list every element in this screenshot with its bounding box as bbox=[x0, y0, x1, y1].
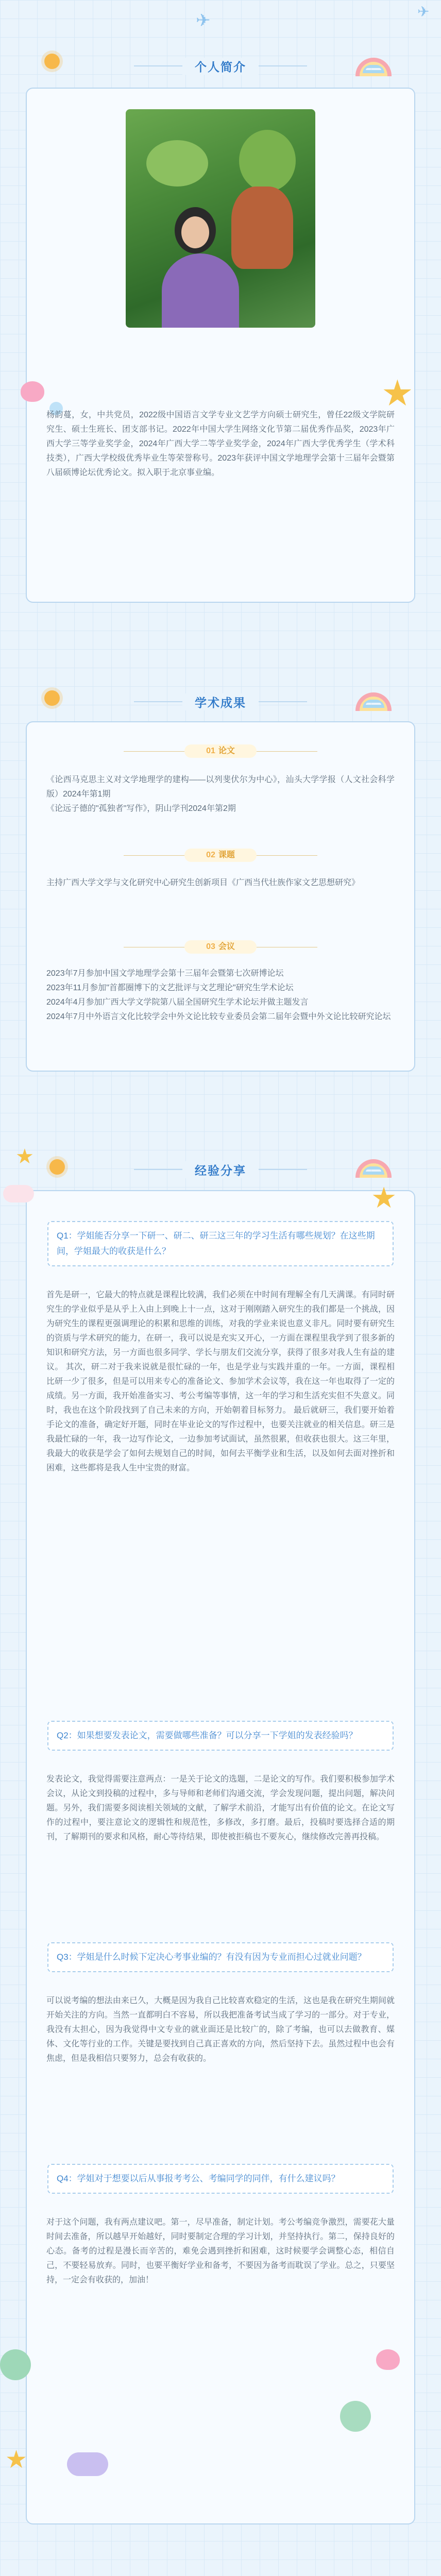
dinosaur-statue bbox=[231, 187, 293, 269]
bubble-icon bbox=[340, 2401, 371, 2432]
profile-photo bbox=[126, 109, 315, 328]
person-face bbox=[181, 216, 209, 248]
person-body bbox=[162, 253, 239, 328]
conferences-badge: 03 会议 bbox=[184, 940, 257, 954]
experience-title: 经验分享 bbox=[182, 1161, 259, 1178]
paper-plane-icon: ✈ bbox=[417, 4, 430, 20]
projects-badge: 02 课题 bbox=[184, 849, 257, 862]
heart-icon bbox=[21, 381, 44, 402]
achievements-title: 学术成果 bbox=[182, 693, 259, 710]
cloud-icon bbox=[3, 1185, 34, 1202]
cloud-icon bbox=[67, 2452, 108, 2476]
star-icon: ★ bbox=[371, 1181, 397, 1214]
star-icon: ★ bbox=[5, 2446, 28, 2473]
question-3: Q3：学姐是什么时候下定决心考事业编的？有没有因为专业而担心过就业问题？ bbox=[47, 1942, 394, 1972]
profile-text: 杨韵蔓，女，中共党员，2022级中国语言文学专业文艺学方向硕士研究生，曾任22级文学院研究生、硕士生班长、团支部书记。2022年中国大学生网络文化节第二届优秀作品奖，2023年广西大学三等学业奖学金，2024年广西大学二等学业奖学金，2024年广西大学优秀学生（学术科技类），广西大学校级优秀毕业生等荣誉称号。2023年获评中国文学地理学会第十三届年会暨第八届硕博论坛优秀论文。拟入职于北京事业编。 bbox=[46, 411, 395, 477]
projects-list: 主持广西大学文学与文化研究中心研究生创新项目《广西当代壮族作家文艺思想研究》 bbox=[46, 878, 360, 887]
question-1: Q1：学姐能否分享一下研一、研二、研三这三年的学习生活有哪些规划？在这些期间，学姐最大的收获是什么？ bbox=[47, 1221, 394, 1266]
star-icon: ★ bbox=[15, 1145, 34, 1168]
question-4: Q4：学姐对于想要以后从事报考考公、考编同学的同伴，有什么建议吗？ bbox=[47, 2164, 394, 2194]
experience-title-wrap bbox=[0, 1161, 441, 1178]
answer-4: 对于这个问题，我有两点建议吧。第一，尽早准备，制定计划。考公考编竞争激烈，需要花大量时间去准备，所以越早开始越好，同时要制定合理的学习计划，并坚持执行。第二，保持良好的心态。备考的过程是漫长而辛苦的，难免会遇到挫折和困难，这时候要学会调整心态，相信自己，不要轻易放弃。同时，也要平衡好学业和备考，不要因为备考而耽误了学业。总之，只要坚持，一定会有收获的，加油！ bbox=[46, 2218, 395, 2284]
star-icon: ★ bbox=[381, 373, 414, 413]
profile-title: 个人简介 bbox=[182, 58, 259, 75]
achievements-title-wrap bbox=[0, 693, 441, 710]
paper-plane-icon: ✈ bbox=[196, 11, 211, 30]
papers-badge: 01 论文 bbox=[184, 744, 257, 758]
papers-list: 《论西马克思主义对文学地理学的建构——以列斐伏尔为中心》，汕头大学学报（人文社会科学版）2024年第1期 《论远子德的"孤独者"写作》，阴山学刊2024年第2期 bbox=[46, 775, 395, 813]
answer-2: 发表论文，我觉得需要注意两点：一是关于论文的选题，二是论文的写作。我们要积极参加学术会议，从论文到投稿的过程中，多与导师和老师们沟通交流，学会发现问题，提出问题，解决问题。另外，我们需要多阅读相关领域的文献，了解学术前沿，才能写出有价值的论文。在论文写作的过程中，要注意论文的逻辑性和规范性，多修改，多打磨。最后，投稿时要选择合适的期刊，了解期刊的要求和风格，耐心等待结果，即使被拒稿也不要灰心，继续修改完善再投稿。 bbox=[46, 1775, 395, 1841]
answer-3: 可以说考编的想法由来已久，大概是因为我自己比较喜欢稳定的生活，这也是我在研究生期间就开始关注的方向。当然一直都明白不容易，所以我把准备考试当成了学习的一部分。对于专业，我没有太担心，因为我觉得中文专业的就业面还是比较广的，除了考编，也可以去做教育、媒体、文化等行业的工作。关键是要找到自己真正喜欢的方向，然后坚持下去。虽然过程中也会有焦虑，但是我相信只要努力，总会有收获的。 bbox=[46, 1996, 395, 2063]
profile-title-wrap bbox=[0, 58, 441, 75]
heart-icon bbox=[376, 2349, 400, 2370]
answer-1: 首先是研一，它最大的特点就是课程比较满，我们必须在中时间有理解全有几天满课。有同时研究生的学业似乎是从乎上入由上到晚上十一点，这对于刚刚踏入研究生的我们都是一个挑战，因为研究生的课程更强调理论的积累和思维的训练，对我的学业来说也意义非凡。同时要有研究生的资质与学术研究的能力，在研一，我可以说是充实又开心，一方面在课程里我学到了很多新的知识和研究方法，另一方面也很多同学、学长与朋友们交流分享，获得了很多对我人生有益的建议。 其次，研二对于我来说就是很忙碌的一年，也是学业与实践并重的一年。一方面，课程相比研一少了很多，但是可以用来专心的准备论文、参加学术会议等，我在这一年也取得了一定的成绩。另一方面，我开始准备实习、考公考编等事情，这一年的学习和生活充实但不失意义。同时，我也在这个阶段找到了自己未来的方向，开始朝着目标努力。 最后就研三，我们要开始着手论文的准备，确定好开题，同时在毕业论文的写作过程中，也要关注就业的相关信息。研三是我最忙碌的一年，我一边写作论文，一边参加考试面试，虽然很累，但收获也很大。这三年里，我最大的收获是学会了如何去规划自己的时间，如何去平衡学业和生活，以及如何去面对挫折和困难，这些都将是我人生中宝贵的财富。 bbox=[46, 1291, 395, 1472]
conferences-list: 2023年7月参加中国文学地理学会第十三届年会暨第七次研博论坛 2023年11月参加"首都圈博下的文艺批评与文艺理论"研究生学术论坛 2024年4月参加广西大学文学院第八届全国研究生学术论坛并做主题发言 2024年7月中外语言文化比较学会中外文论比较专业委员会第二届年会暨中外文论比较研究论坛 bbox=[46, 969, 391, 1021]
bubble-icon bbox=[0, 2349, 31, 2380]
question-2: Q2：如果想要发表论文，需要做哪些准备？可以分享一下学姐的发表经验吗？ bbox=[47, 1721, 394, 1751]
